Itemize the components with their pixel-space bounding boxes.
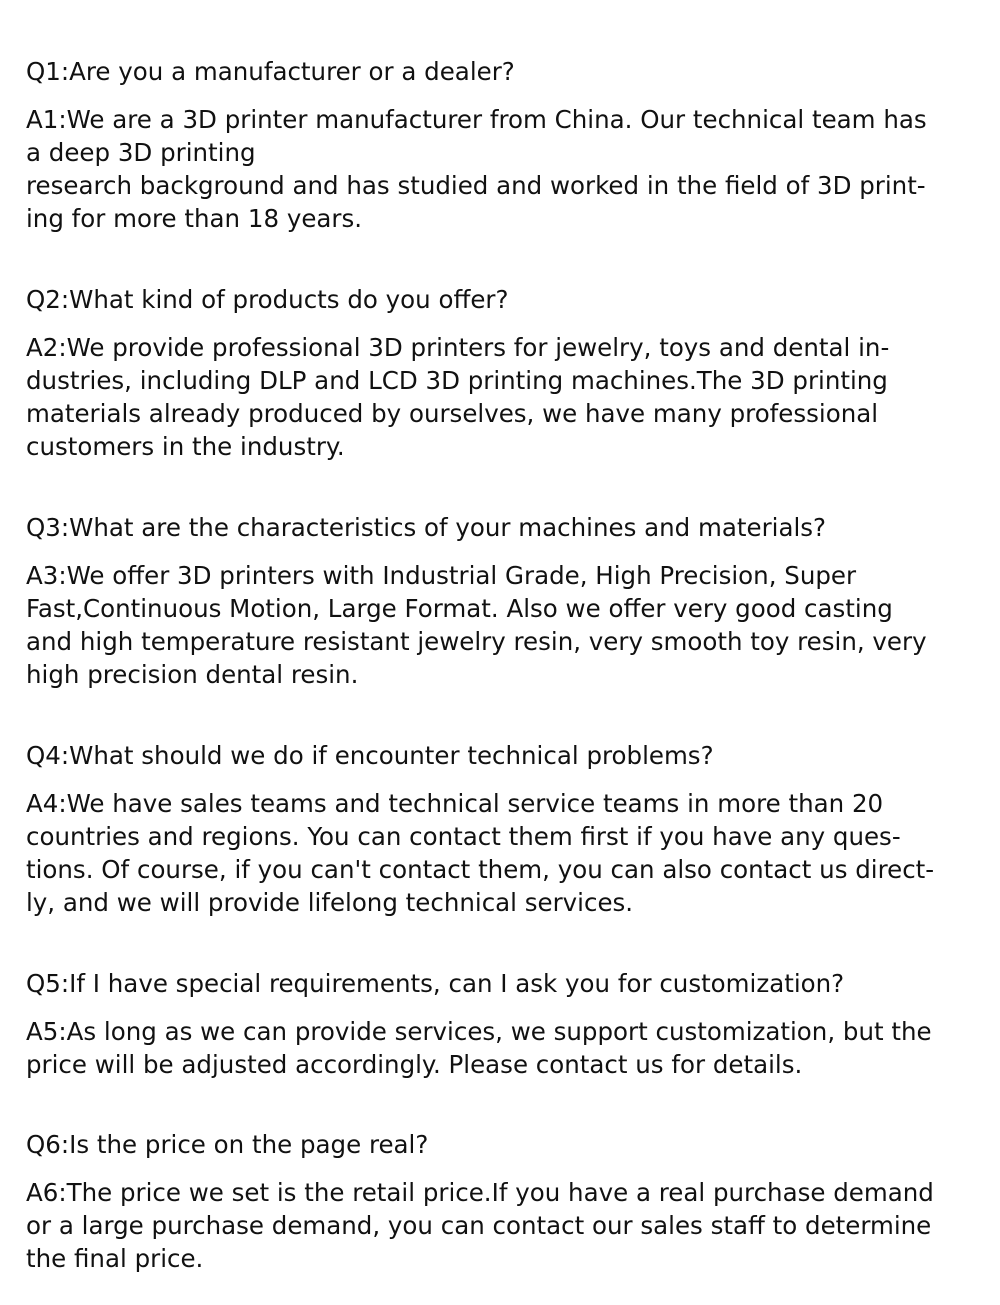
faq-item [26, 511, 962, 691]
faq-item [26, 967, 962, 1081]
faq-item [26, 1128, 962, 1275]
faq-question: Q5:If I have special requirements, can I ask you for customization? [26, 969, 845, 998]
faq-answer: A5:As long as we can provide services, we support customization, but the price will be adjusted accordingly. Please contact us for details. [26, 1017, 932, 1079]
faq-answer: A6:The price we set is the retail price.If you have a real purchase demand or a large purchase demand, you can contact our sales staff to determine the final price. [26, 1178, 934, 1273]
faq-answer: A4:We have sales teams and technical service teams in more than 20 countries and regions. You can contact them first if you have any ques- tions. Of course, if you can't contact them, you can also contact us direct- ly, and we will provide lifelong technical services. [26, 789, 935, 917]
faq-question: Q1:Are you a manufacturer or a dealer? [26, 57, 515, 86]
faq-question: Q4:What should we do if encounter technical problems? [26, 741, 714, 770]
faq-answer: A3:We offer 3D printers with Industrial Grade, High Precision, Super Fast,Continuous Motion, Large Format. Also we offer very good casting and high temperature resistant jewelry resin, very smooth toy resin, very high precision dental resin. [26, 561, 927, 689]
faq-question: Q2:What kind of products do you offer? [26, 285, 509, 314]
faq-answer: A1:We are a 3D printer manufacturer from China. Our technical team has a deep 3D printing research background and has studied and worked in the field of 3D print- ing for more than 18 years. [26, 105, 927, 233]
faq-item [26, 283, 962, 463]
faq-item [26, 739, 962, 919]
faq-answer: A2:We provide professional 3D printers for jewelry, toys and dental in- dustries, including DLP and LCD 3D printing machines.The 3D printing materials already produced by ourselves, we have many professional customers in the industry. [26, 333, 890, 461]
faq-question: Q3:What are the characteristics of your machines and materials? [26, 513, 827, 542]
faq-item [26, 55, 962, 235]
faq-question: Q6:Is the price on the page real? [26, 1130, 429, 1159]
